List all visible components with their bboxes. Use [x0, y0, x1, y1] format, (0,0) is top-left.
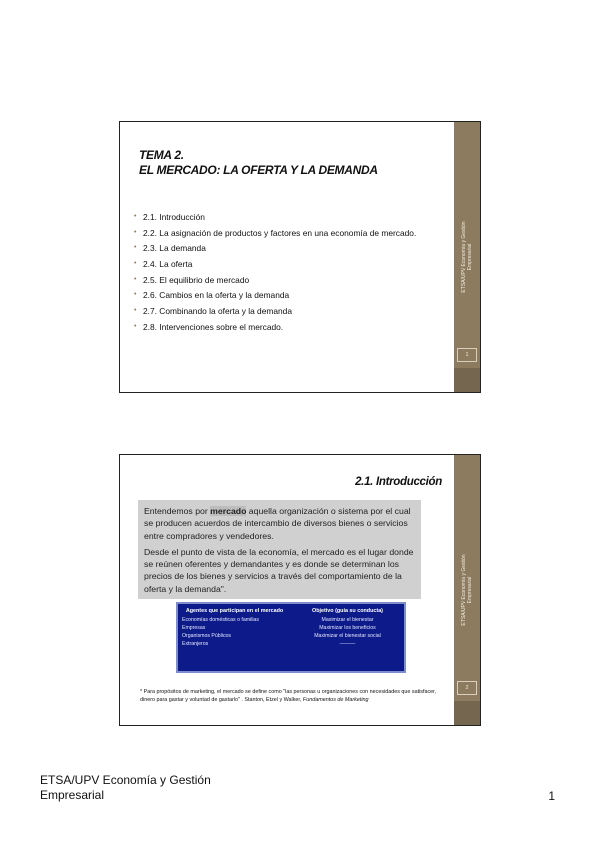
definition-paragraph: Entendemos por mercado aquella organización o sistema por el cual se producen acuerdos de intercambio de diversos bienes o servicios entre compradores y vendedores. [144, 506, 411, 541]
footer-line-2: Empresarial [40, 788, 105, 802]
title-line-2: EL MERCADO: LA OFERTA Y LA DEMANDA [139, 163, 378, 177]
topic-item: • 2.7. Combinando la oferta y la demanda [134, 306, 292, 317]
slide-2 [119, 454, 481, 726]
bullet-icon: • [134, 213, 137, 220]
topic-item: • 2.3. La demanda [134, 243, 206, 254]
highlighted-term: mercado [210, 506, 247, 516]
definition-box [138, 500, 421, 599]
table-row: Extranjeros ——— [182, 641, 356, 647]
table-row: Empresas Maximizar los beneficios [182, 625, 376, 631]
bullet-icon: • [134, 275, 137, 283]
slide-1-title [139, 148, 378, 178]
table-row: Economías domésticas o familias Maximizar el bienestar [182, 617, 374, 623]
sidebar-bottom-band [454, 701, 480, 725]
slide-sidebar [454, 122, 480, 392]
slide-number-box: 2 [457, 681, 477, 695]
bullet-icon: • [134, 228, 137, 236]
sidebar-label: ETSA/UPV Economía y Gestión Empresarial [461, 554, 473, 626]
topic-item: • 2.1. Introducción [134, 212, 205, 222]
economy-paragraph: Desde el punto de vista de la economía, el mercado es el lugar donde se reúnen oferentes y demandantes y es donde se determinan los precios de los bienes y servicios a través del comportamiento de la oferta y la demanda". [144, 546, 414, 594]
table-row: Organismos Públicos Maximizar el bienestar social [182, 633, 381, 639]
page-number: 1 [548, 789, 555, 803]
topic-item: • 2.2. La asignación de productos y factores en una economía de mercado. [134, 227, 417, 238]
slide-2-title: 2.1. Introducción [355, 476, 442, 488]
topic-item: • 2.6. Cambios en la oferta y la demanda [134, 290, 290, 301]
agents-header: Agentes que participan en el mercado [185, 608, 284, 614]
topic-item: • 2.5. El equilibrio de mercado [134, 274, 250, 285]
slide-number-box: 1 [457, 348, 477, 362]
objective-header: Objetivo (guía su conducta) [312, 608, 383, 614]
slide-sidebar [454, 455, 480, 725]
sidebar-bottom-band [454, 368, 480, 392]
sidebar-label: ETSA/UPV Economía y Gestión Empresarial [461, 221, 473, 293]
title-line-1: TEMA 2. [139, 148, 184, 162]
bullet-icon: • [134, 291, 137, 299]
topic-list [134, 211, 434, 337]
bullet-icon: • [134, 244, 137, 252]
topic-item: • 2.4. La oferta [134, 259, 193, 270]
footnote: * Para propósitos de marketing, el mercado se define como "las personas u organizaciones con necesidades que satisfacer, dinero para gastar y voluntad de gastarlo" . Stanton, Etzel y Walker, Fundamentos de Marketing [140, 689, 437, 703]
bullet-icon: • [134, 260, 137, 268]
agents-table [176, 602, 406, 673]
bullet-icon: • [134, 307, 137, 315]
page-footer [40, 773, 211, 803]
bullet-icon: • [134, 322, 137, 330]
topic-item: • 2.8. Intervenciones sobre el mercado. [134, 321, 284, 332]
slide-1 [119, 121, 481, 393]
footer-line-1: ETSA/UPV Economía y Gestión [40, 773, 211, 787]
